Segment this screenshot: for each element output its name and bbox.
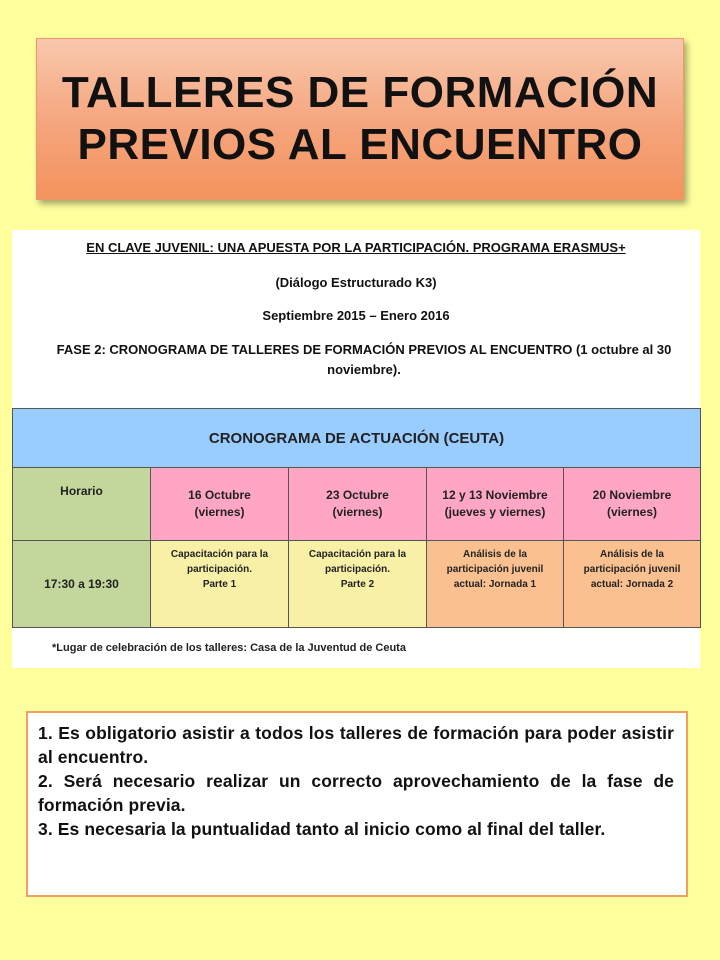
date-days: (viernes): [194, 505, 245, 519]
venue-footnote: *Lugar de celebración de los talleres: Casa de la Juventud de Ceuta: [52, 642, 406, 654]
date-days: (viernes): [332, 505, 383, 519]
date-days: (viernes): [606, 505, 658, 519]
document-heading: EN CLAVE JUVENIL: UNA APUESTA POR LA PARTICIPACIÓN. PROGRAMA ERASMUS+: [86, 240, 626, 255]
date-cell: [151, 468, 289, 541]
date-label: 12 y 13 Noviembre: [442, 488, 548, 502]
time-cell: 17:30 a 19:30: [13, 541, 151, 628]
session-cell: [564, 541, 701, 628]
session-line: Capacitación para la: [308, 549, 407, 560]
session-line: Análisis de la: [600, 549, 664, 560]
document-subheading: (Diálogo Estructurado K3): [275, 275, 437, 290]
session-line: actual: Jornada 2: [590, 579, 674, 590]
date-label: 16 Octubre: [188, 488, 251, 502]
rule-item: 2. Será necesario realizar un correcto aprovechamiento de la fase de formación previa.: [38, 771, 674, 815]
date-cell: [427, 468, 564, 541]
session-line: participación juvenil: [583, 564, 681, 575]
date-label: 23 Octubre: [326, 488, 389, 502]
schedule-document: [12, 230, 700, 668]
session-line: participación juvenil: [446, 564, 544, 575]
session-line: participación.: [186, 564, 252, 575]
table-row-dates: [13, 468, 701, 541]
session-cell: [289, 541, 427, 628]
session-line: actual: Jornada 1: [453, 579, 537, 590]
session-cell: [151, 541, 289, 628]
date-cell: [289, 468, 427, 541]
date-label: 20 Noviembre: [592, 488, 672, 502]
horario-header: Horario: [13, 468, 151, 541]
title-line-2: PREVIOS AL ENCUENTRO: [77, 120, 643, 169]
session-line: Capacitación para la: [170, 549, 269, 560]
title-line-1: TALLERES DE FORMACIÓN: [61, 68, 659, 117]
session-line: Análisis de la: [463, 549, 527, 560]
rule-item: 1. Es obligatorio asistir a todos los talleres de formación para poder asistir al encuentro.: [38, 723, 674, 767]
schedule-table: [12, 408, 701, 628]
rules-box: [26, 711, 688, 897]
session-line: Parte 2: [340, 579, 375, 590]
document-phase: FASE 2: CRONOGRAMA DE TALLERES DE FORMACIÓN PREVIOS AL ENCUENTRO (1 octubre al 30 noviembre).: [56, 342, 672, 377]
document-period: Septiembre 2015 – Enero 2016: [262, 308, 450, 323]
table-title: CRONOGRAMA DE ACTUACIÓN (CEUTA): [13, 409, 701, 468]
table-row-sessions: [13, 541, 701, 628]
rule-item: 3. Es necesaria la puntualidad tanto al inicio como al final del taller.: [38, 819, 606, 839]
session-line: Parte 1: [202, 579, 237, 590]
title-banner: [36, 38, 684, 200]
session-line: participación.: [324, 564, 390, 575]
date-days: (jueves y viernes): [444, 505, 546, 519]
date-cell: [564, 468, 701, 541]
session-cell: [427, 541, 564, 628]
